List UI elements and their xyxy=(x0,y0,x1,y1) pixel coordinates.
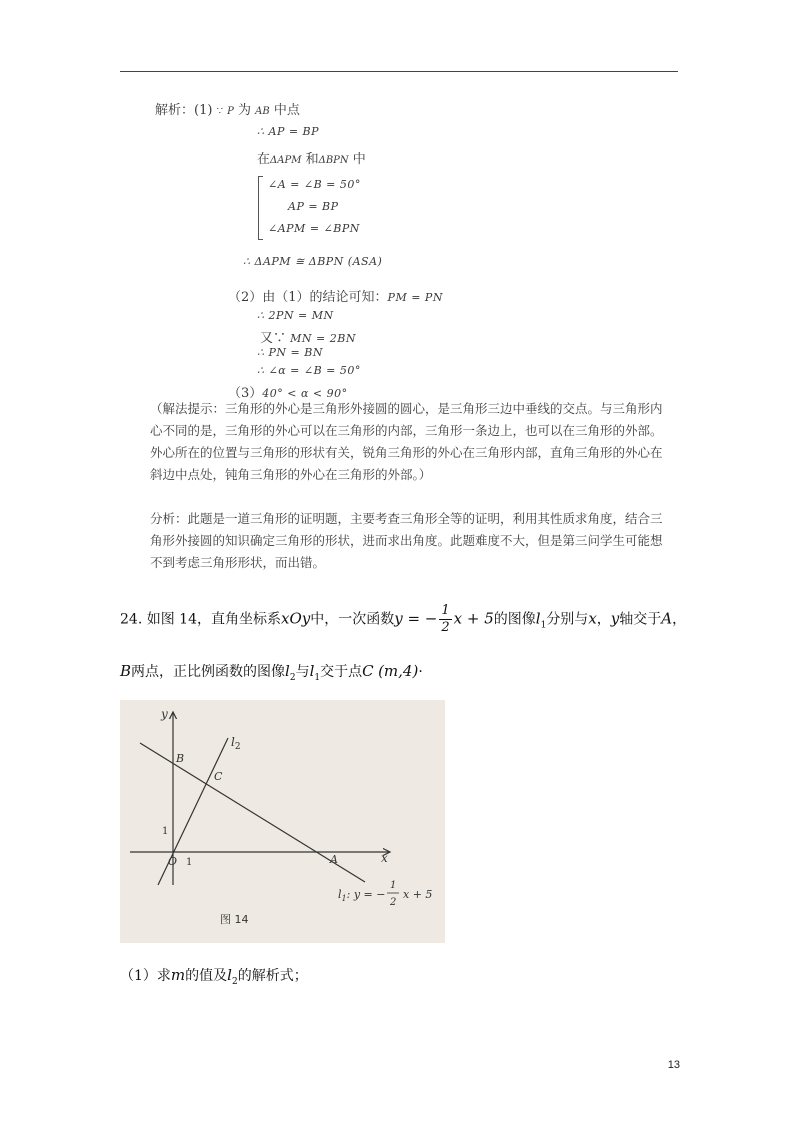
l1-equation-label: $l_1$: y = − xyxy=(338,888,386,903)
coordinate-graph xyxy=(120,700,445,943)
l1-frac-num: 1 xyxy=(390,880,397,891)
analysis-line-3: 在ΔAPM 和ΔBPN 中 xyxy=(257,152,366,167)
l1-frac-den: 2 xyxy=(390,897,397,908)
system-brace xyxy=(258,176,263,240)
figure-caption: 图 14 xyxy=(220,913,249,926)
part2-line-1: （2）由（1）的结论可知：PM = PN xyxy=(228,290,443,305)
point-a-label: A xyxy=(330,853,338,866)
subquestion-1: （1）求m的值及$l_2$的解析式； xyxy=(120,966,308,987)
analysis-line-2: ∴ AP = BP xyxy=(257,125,320,138)
system-eq-3: ∠APM = ∠BPN xyxy=(268,222,360,235)
part2-line-5: ∴ ∠α = ∠B = 50° xyxy=(257,364,361,377)
x-axis-label: x xyxy=(381,851,388,865)
system-eq-2: AP = BP xyxy=(288,200,339,213)
part2-line-4: ∴ PN = BN xyxy=(257,346,323,359)
question-24-line-1: 24. 如图 14，直角坐标系xOy中，一次函数y = − $\frac{1}{2}$ x + 5的图像$l_1$分别与x，y轴交于A， xyxy=(120,603,687,635)
y-axis-label: y xyxy=(161,707,168,721)
solution-hint: （解法提示：三角形的外心是三角形外接圆的圆心，是三角形三边中垂线的交点。与三角形内心不同的是，三角形的外心可以在三角形的内部，三角形一条边上，也可以在三角形的外部。外心所在的位置与三角形的形状有关，锐角三角形的外心在三角形内部，直角三角形的外心在斜边中点处，钝角三角形的外心在三角形的外部。） xyxy=(150,401,663,482)
point-c-label: C xyxy=(214,770,223,783)
part2-line-2: ∴ 2PN = MN xyxy=(257,309,334,322)
question-24-line-2: B两点，正比例函数的图像$l_2$与$l_1$交于点C (m,4)· xyxy=(120,662,423,683)
system-eq-1: ∠A = ∠B = 50° xyxy=(268,178,361,191)
congruence-conclusion: ∴ ΔAPM ≅ ΔBPN (ASA) xyxy=(243,255,383,268)
point-b-label: B xyxy=(176,752,185,765)
header-rule xyxy=(120,71,678,72)
x-tick-one: 1 xyxy=(186,857,193,868)
figure-14 xyxy=(120,700,445,943)
origin-label: O xyxy=(168,855,178,868)
page-number: 13 xyxy=(667,1059,680,1071)
part2-line-3: 又∵ MN = 2BN xyxy=(260,331,356,346)
l1-equation-tail: x + 5 xyxy=(403,888,433,901)
y-tick-one: 1 xyxy=(162,826,169,837)
analysis-line-1: 解析：(1) ∵ P 为 AB 中点 xyxy=(155,103,300,118)
fraction-one-half: $\frac{1}{2}$ xyxy=(441,603,450,635)
analysis-summary: 分析：此题是一道三角形的证明题，主要考查三角形全等的证明，利用其性质求角度，结合三角形外接圆的知识确定三角形的形状，进而求出角度。此题难度不大，但是第三问学生可能想不到考虑三角形形状，而出错。 xyxy=(150,511,663,570)
l2-label: $l_2$ xyxy=(231,735,241,752)
part3-line: （3）40° < α < 90° xyxy=(228,386,348,401)
